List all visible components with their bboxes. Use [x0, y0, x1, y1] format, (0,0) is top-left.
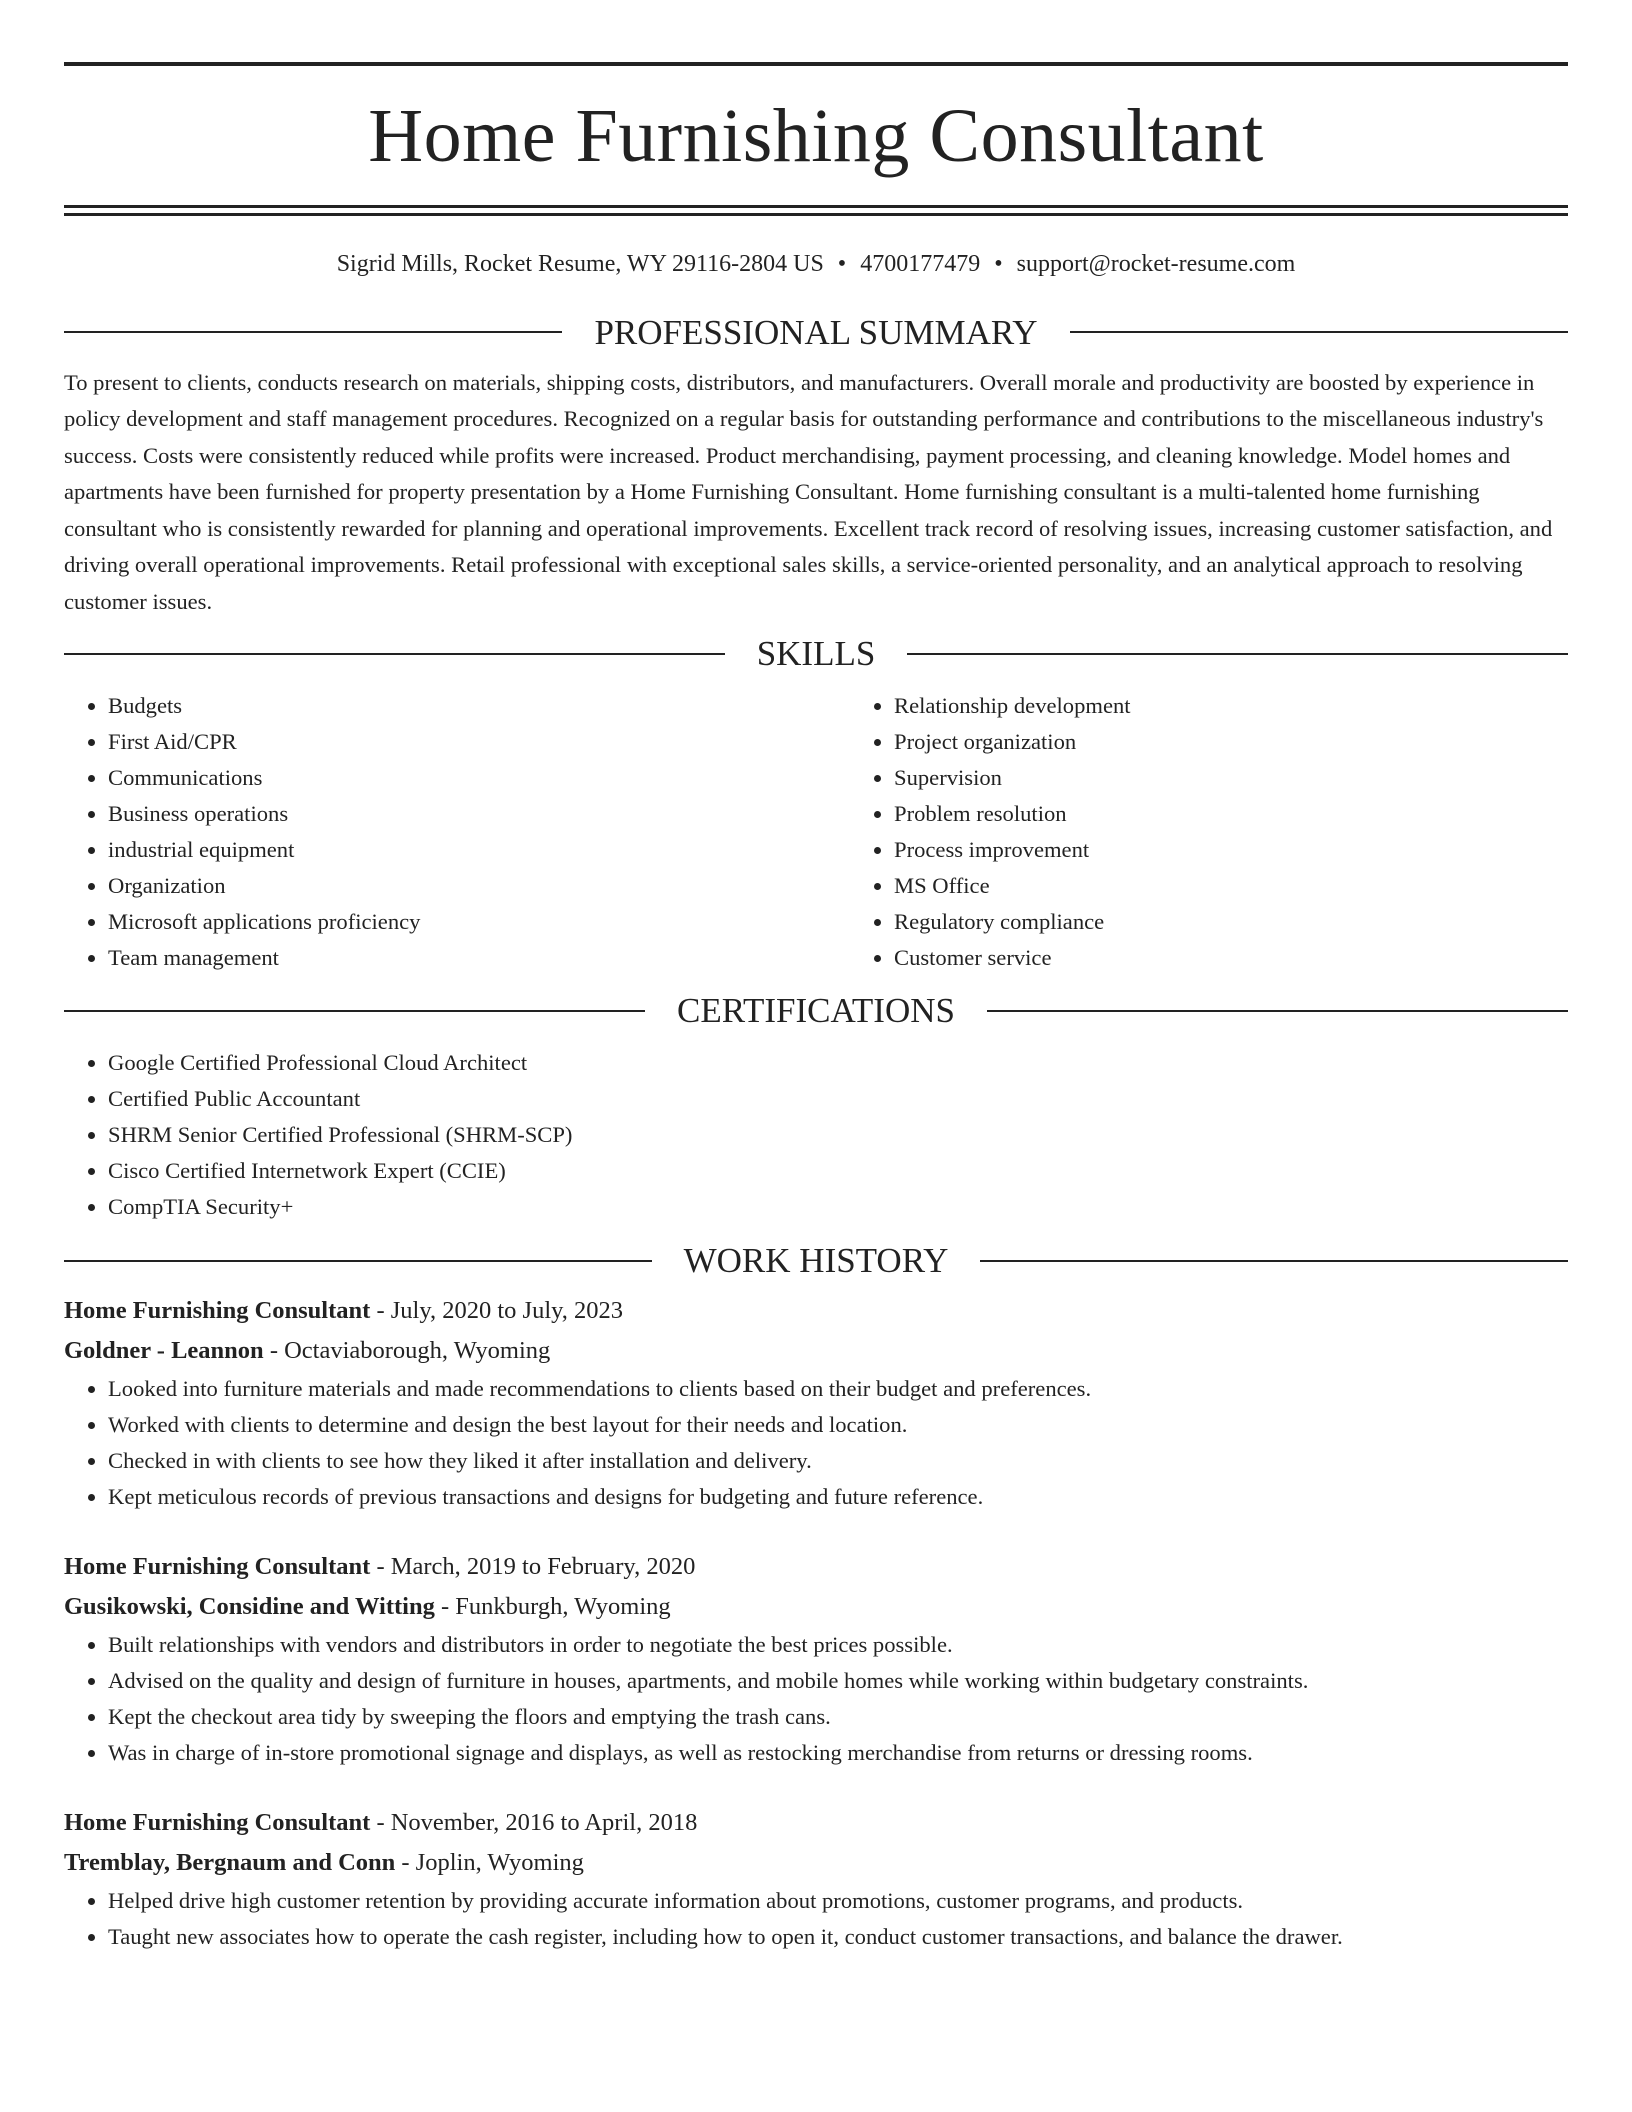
list-item: • Supervision — [894, 760, 1632, 796]
summary-text: To present to clients, conducts research on materials, shipping costs, distributors, and manufacturers. Overall morale and productivity are boosted by experience in policy development and staff management procedures. Recognized on a regular basis for outstanding performance and contributions to the miscellaneous industry's success. Costs were consistently reduced while profits were increased. Product merchandising, payment processing, and cleaning knowledge. Model homes and apartments have been furnished for property presentation by a Home Furnishing Consultant. Home furnishing consultant is a multi-talented home furnishing consultant who is consistently rewarded for planning and operational improvements. Excellent track record of resolving issues, increasing customer satisfaction, and driving overall operational improvements. Retail professional with exceptional sales skills, a service-oriented personality, and an analytical approach to resolving customer issues. — [64, 369, 1553, 614]
list-item: • Built relationships with vendors and distributors in order to negotiate the best prices possible. — [108, 1627, 1568, 1663]
list-item: • CompTIA Security+ — [108, 1189, 1568, 1225]
list-item: • Business operations — [108, 796, 850, 832]
job-title: Home Furnishing Consultant — [64, 1553, 371, 1581]
list-item: • Customer service — [894, 940, 1632, 976]
list-item: • Helped drive high customer retention by providing accurate information about promotions, customer programs, and products. — [108, 1883, 1568, 1919]
list-item: • industrial equipment — [108, 832, 850, 868]
job-company-line — [64, 1331, 1568, 1371]
list-item: • Kept meticulous records of previous transactions and designs for budgeting and future reference. — [108, 1479, 1568, 1515]
job-bullet-list — [64, 1627, 1568, 1771]
page-title: Home Furnishing Consultant — [368, 94, 1264, 178]
job-dates: - July, 2020 to July, 2023 — [370, 1297, 624, 1325]
contact-email: support@rocket-resume.com — [1016, 251, 1296, 277]
job-location: - Joplin, Wyoming — [395, 1849, 584, 1877]
job-company: Tremblay, Bergnaum and Conn — [64, 1849, 396, 1877]
list-item: • First Aid/CPR — [108, 724, 850, 760]
certifications-list — [64, 1045, 1568, 1225]
list-item: • Project organization — [894, 724, 1632, 760]
contact-line — [64, 250, 1568, 279]
list-item: • Kept the checkout area tidy by sweeping the floors and emptying the trash cans. — [108, 1699, 1568, 1735]
list-item: • Advised on the quality and design of furniture in houses, apartments, and mobile homes while working within budgetary constraints. — [108, 1663, 1568, 1699]
resume-page — [64, 0, 1568, 1955]
job-company-line — [64, 1587, 1568, 1627]
title-double-rule — [64, 205, 1568, 216]
section-heading-skills — [64, 634, 1568, 674]
job-entry — [64, 1803, 1568, 1955]
section-heading-text: CERTIFICATIONS — [677, 991, 955, 1031]
list-item: • Problem resolution — [894, 796, 1632, 832]
job-title: Home Furnishing Consultant — [64, 1809, 371, 1837]
list-item: • Cisco Certified Internetwork Expert (CCIE) — [108, 1153, 1568, 1189]
section-heading-text: SKILLS — [756, 634, 876, 674]
job-title: Home Furnishing Consultant — [64, 1297, 371, 1325]
list-item: • Looked into furniture materials and made recommendations to clients based on their budget and preferences. — [108, 1371, 1568, 1407]
job-title-line — [64, 1547, 1568, 1587]
skills-list-left — [64, 688, 850, 976]
list-item: • Process improvement — [894, 832, 1632, 868]
work-history — [64, 1291, 1568, 1955]
list-item: • Communications — [108, 760, 850, 796]
list-item: • Team management — [108, 940, 850, 976]
skills-list-right — [850, 688, 1632, 976]
job-location: - Funkburgh, Wyoming — [434, 1593, 671, 1621]
job-company: Goldner - Leannon — [64, 1337, 264, 1365]
section-heading-text: PROFESSIONAL SUMMARY — [594, 312, 1038, 352]
list-item: • Google Certified Professional Cloud Architect — [108, 1045, 1568, 1081]
list-item: • Budgets — [108, 688, 850, 724]
list-item: • Taught new associates how to operate the cash register, including how to open it, conduct customer transactions, and balance the drawer. — [108, 1919, 1568, 1955]
job-entry — [64, 1547, 1568, 1771]
list-item: • SHRM Senior Certified Professional (SHRM-SCP) — [108, 1117, 1568, 1153]
job-title-line — [64, 1291, 1568, 1331]
job-company-line — [64, 1843, 1568, 1883]
job-bullet-list — [64, 1371, 1568, 1515]
contact-address: Sigrid Mills, Rocket Resume, WY 29116-2804 US — [336, 251, 824, 277]
top-rule — [64, 62, 1568, 66]
section-heading-summary — [64, 312, 1568, 352]
list-item: • MS Office — [894, 868, 1632, 904]
list-item: • Was in charge of in-store promotional signage and displays, as well as restocking merchandise from returns or dressing rooms. — [108, 1735, 1568, 1771]
contact-separator: • — [837, 251, 847, 277]
list-item: • Organization — [108, 868, 850, 904]
contact-separator: • — [994, 251, 1003, 277]
list-item: • Checked in with clients to see how they liked it after installation and delivery. — [108, 1443, 1568, 1479]
job-entry — [64, 1291, 1568, 1515]
list-item: • Certified Public Accountant — [108, 1081, 1568, 1117]
job-bullet-list — [64, 1883, 1568, 1955]
skills-columns — [64, 688, 1568, 976]
section-heading-certifications — [64, 991, 1568, 1031]
list-item: • Microsoft applications proficiency — [108, 904, 850, 940]
list-item: • Worked with clients to determine and design the best layout for their needs and location. — [108, 1407, 1568, 1443]
list-item: • Regulatory compliance — [894, 904, 1632, 940]
section-heading-text: WORK HISTORY — [683, 1241, 949, 1281]
job-dates: - November, 2016 to April, 2018 — [370, 1809, 698, 1837]
contact-phone: 4700177479 — [860, 251, 981, 277]
job-dates: - March, 2019 to February, 2020 — [370, 1553, 696, 1581]
list-item: • Relationship development — [894, 688, 1632, 724]
job-location: - Octaviaborough, Wyoming — [263, 1337, 551, 1365]
section-heading-work — [64, 1241, 1568, 1281]
job-title-line — [64, 1803, 1568, 1843]
job-company: Gusikowski, Considine and Witting — [64, 1593, 435, 1621]
